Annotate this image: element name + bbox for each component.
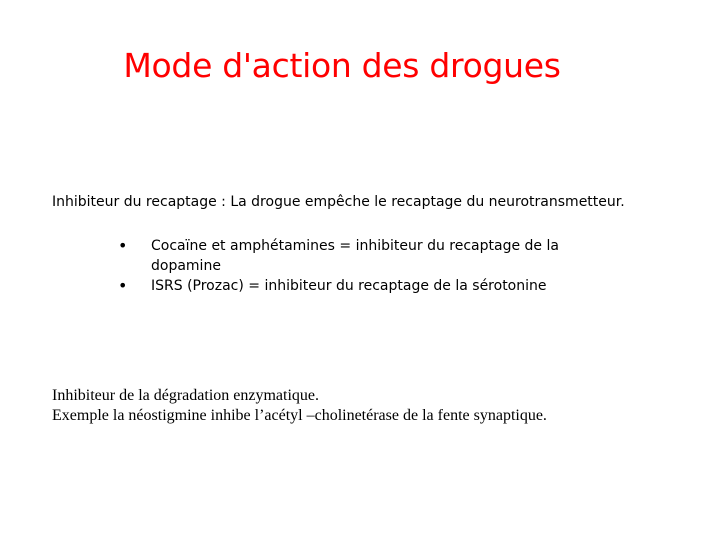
bullet-list xyxy=(118,236,578,296)
enzymatic-heading: Inhibiteur de la dégradation enzymatique. xyxy=(52,387,320,404)
list-item xyxy=(118,236,578,276)
enzymatic-description xyxy=(52,386,547,426)
enzymatic-example: Exemple la néostigmine inhibe l’acétyl –cholinetérase de la fente synaptique. xyxy=(52,407,547,424)
slide-title: Mode d'action des drogues xyxy=(123,46,561,85)
bullet-text: Cocaïne et amphétamines = inhibiteur du recaptage de la dopamine xyxy=(151,238,559,274)
reuptake-description: Inhibiteur du recaptage : La drogue empêche le recaptage du neurotransmetteur. xyxy=(52,194,625,210)
bullet-text: ISRS (Prozac) = inhibiteur du recaptage de la sérotonine xyxy=(151,278,547,294)
bullet-glyph: • xyxy=(118,236,128,255)
list-item xyxy=(118,276,578,296)
bullet-glyph: • xyxy=(118,276,128,295)
